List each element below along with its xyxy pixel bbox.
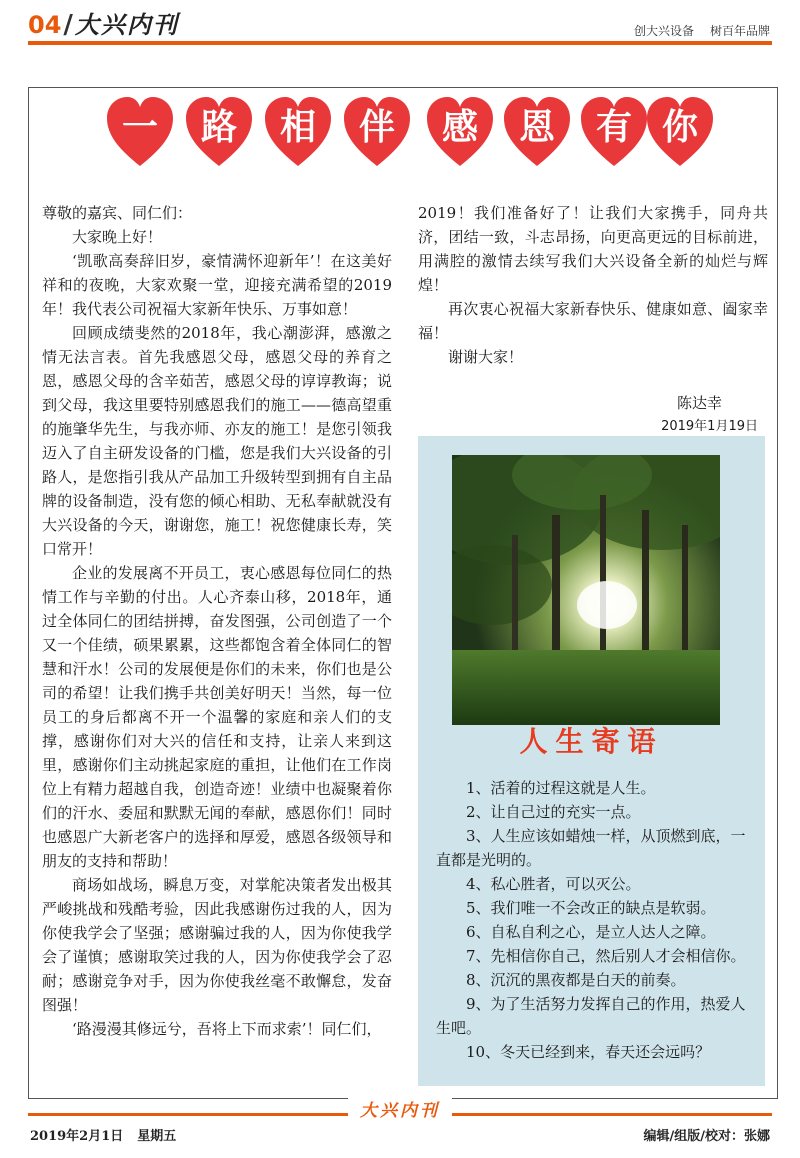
footer-credits: 编辑/组版/校对：张娜 — [643, 1129, 770, 1144]
page-number: 04 — [28, 11, 62, 39]
letter-left-column — [42, 201, 392, 1041]
life-quote-item: 9、为了生活努力发挥自己的作用，热爱人生吧。 — [436, 995, 746, 1037]
footer-date — [30, 1125, 176, 1144]
page-header-left — [28, 6, 179, 40]
life-quote-item: 1、活着的过程这就是人生。 — [466, 779, 656, 797]
heart-char-4: 伴 — [343, 96, 411, 168]
letter-signature: 陈达幸 — [676, 394, 722, 412]
footer-publication: 大兴内刊 — [348, 1097, 452, 1125]
issue-date: 2019年2月1日 — [30, 1129, 124, 1144]
header-rule — [28, 41, 772, 45]
letter-paragraph: ‘路漫漫其修远兮，吾将上下而求索’！同仁们， — [72, 1020, 382, 1038]
heart-char-8: 你 — [646, 96, 714, 168]
heart-char-1: 一 — [106, 96, 174, 168]
heart-char-7: 有 — [580, 96, 648, 168]
header-slogan — [634, 22, 770, 39]
life-quote-item: 8、沉沉的黑夜都是白天的前奏。 — [466, 971, 686, 989]
forest-photo — [452, 455, 720, 725]
life-quote-item: 10、冬天已经到来，春天还会远吗？ — [466, 1043, 711, 1061]
issue-weekday: 星期五 — [137, 1129, 177, 1144]
slogan-1: 创大兴设备 — [633, 24, 694, 38]
heart-char-5: 感 — [426, 96, 494, 168]
life-quote-item: 4、私心胜者，可以灭公。 — [466, 875, 641, 893]
publication-name: 大兴内刊 — [74, 10, 179, 39]
letter-paragraph: 2019！我们准备好了！让我们大家携手，同舟共济，团结一致，斗志昂扬，向更高更远的目标前进，用满腔的激情去续写我们大兴设备全新的灿烂与辉煌！ — [418, 204, 768, 294]
heart-char-2: 路 — [185, 96, 253, 168]
footer-center — [0, 1097, 800, 1125]
life-quotes-box — [418, 436, 765, 1086]
letter-paragraph: 再次衷心祝福大家新春快乐、健康如意、阖家幸福！ — [418, 300, 768, 342]
letter-paragraph: 商场如战场，瞬息万变，对掌舵决策者发出极其严峻挑战和残酷考验，因此我感谢伤过我的人，因为你使我学会了坚强；感谢骗过我的人，因为你使我学会了谨慎；感谢取笑过我的人，因为你使我学会了忍耐；感谢竞争对手，因为你使我丝毫不敢懈怠，发奋图强！ — [42, 876, 392, 1014]
letter-paragraph: 企业的发展离不开员工，衷心感恩每位同仁的热情工作与辛勤的付出。人心齐泰山移，2018年，通过全体同仁的团结拼搏，奋发图强，公司创造了一个又一个佳绩，硕果累累，这些都饱含着全体同仁的智慧和汗水！公司的发展便是你们的未来，你们也是公司的希望！让我们携手共创美好明天！当然，每一位员工的身后都离不开一个温馨的家庭和亲人们的支撑，感谢你们对大兴的信任和支持，让亲人来到这里，感谢你们主动挑起家庭的重担，让他们在工作岗位上有精力超越自我，创造奇迹！业绩中也凝聚着你们的汗水、委屈和默默无闻的奉献，感恩你们！同时也感恩广大新老客户的选择和厚爱，感恩各级领导和朋友的支持和帮助！ — [42, 564, 392, 870]
letter-right-column — [418, 201, 768, 439]
letter-paragraph: 大家晚上好！ — [72, 228, 163, 246]
letter-paragraph: 回顾成绩斐然的2018年，我心潮澎湃，感激之情无法言表。首先我感恩父母，感恩父母的养育之恩，感恩父母的含辛茹苦，感恩父母的谆谆教诲；说到父母，我这里要特别感恩我们的施工——德高望重的施肇华先生，与我亦师、亦友的施工！是您引领我迈入了自主研发设备的门槛，您是我们大兴设备的引路人，是您指引我从产品加工升级转型到拥有自主品牌的设备制造，没有您的倾心相助、无私奉献就没有大兴设备的今天，谢谢您，施工！祝您健康长寿，笑口常开！ — [42, 324, 392, 558]
life-quote-item: 6、自私自利之心，是立人达人之障。 — [466, 923, 716, 941]
heart-char-6: 恩 — [503, 96, 571, 168]
life-quotes-list — [436, 776, 754, 1064]
letter-date: 2019年1月19日 — [661, 419, 758, 434]
life-quote-item: 3、人生应该如蜡烛一样，从顶燃到底，一直都是光明的。 — [436, 827, 746, 869]
slogan-2: 树百年品牌 — [709, 24, 770, 38]
heart-char-3: 相 — [264, 96, 332, 168]
heart-title — [106, 96, 716, 180]
header-slash: / — [63, 10, 73, 40]
letter-paragraph: ‘凯歌高奏辞旧岁，豪情满怀迎新年’！在这美好祥和的夜晚，大家欢聚一堂，迎接充满希望的2019年！我代表公司祝福大家新年快乐、万事如意！ — [42, 252, 392, 318]
letter-greeting: 尊敬的嘉宾、同仁们： — [42, 204, 193, 222]
life-quote-item: 7、先相信你自己，然后别人才会相信你。 — [466, 947, 746, 965]
life-quotes-title: 人生寄语 — [519, 725, 664, 758]
life-quote-item: 2、让自己过的充实一点。 — [466, 803, 641, 821]
life-quote-item: 5、我们唯一不会改正的缺点是软弱。 — [466, 899, 716, 917]
letter-paragraph: 谢谢大家！ — [448, 348, 524, 366]
